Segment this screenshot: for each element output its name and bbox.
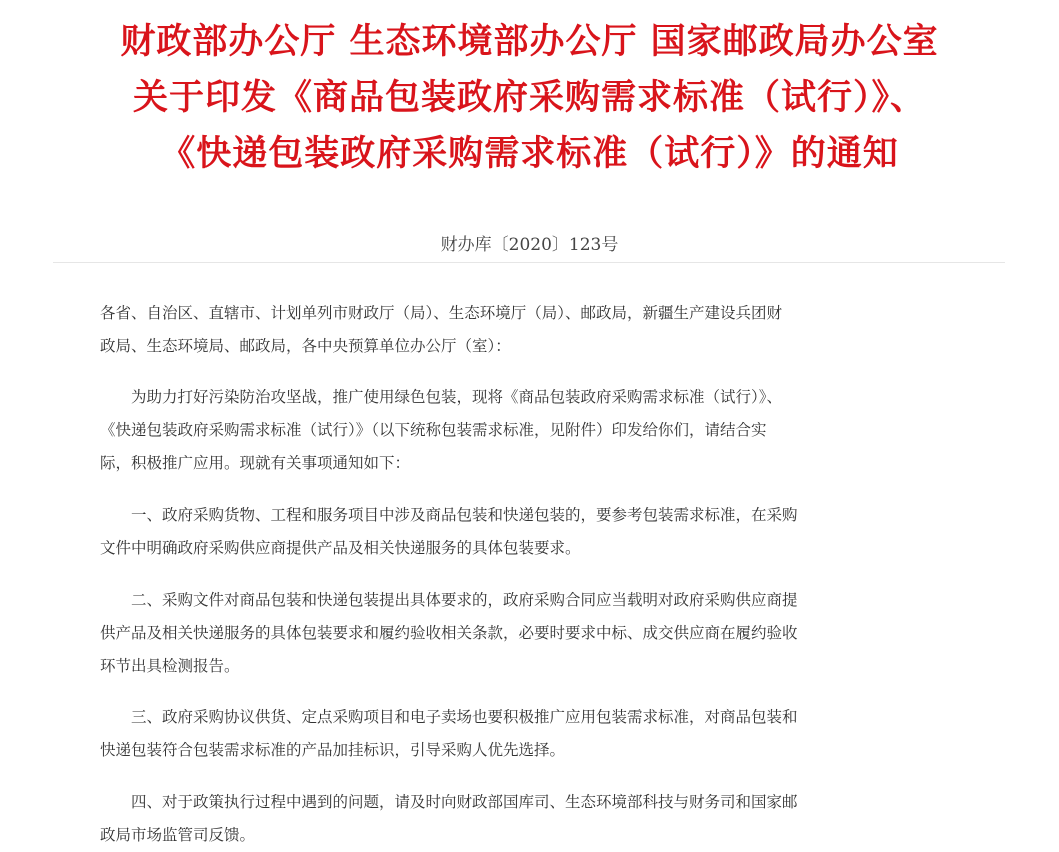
intro-line: 《快递包装政府采购需求标准（试行）》（以下统称包装需求标准，见附件）印发给你们，请结合实: [100, 421, 767, 439]
intro-paragraph: [100, 381, 960, 480]
header-divider: [53, 262, 1005, 263]
item-3-paragraph: [100, 701, 960, 767]
salutation-paragraph: [100, 297, 960, 363]
document-title: [0, 14, 1059, 182]
item-4-paragraph: [100, 786, 960, 852]
title-line-2: 关于印发《商品包装政府采购需求标准（试行）》、: [132, 77, 926, 118]
item-1-line: 一、政府采购货物、工程和服务项目中涉及商品包装和快递包装的，要参考包装需求标准，在采购: [100, 506, 798, 524]
document-number: 财办库〔2020〕123号: [440, 235, 619, 255]
title-line-1: 财政部办公厅 生态环境部办公厅 国家邮政局办公室: [120, 21, 939, 62]
item-3-line: 快递包装符合包装需求标准的产品加挂标识，引导采购人优先选择。: [100, 741, 566, 759]
item-4-line: 政局市场监管司反馈。: [100, 826, 256, 844]
intro-line: 为助力打好污染防治攻坚战，推广使用绿色包装，现将《商品包装政府采购需求标准（试行）》、: [100, 388, 783, 406]
item-2-paragraph: [100, 584, 960, 683]
item-4-line: 四、对于政策执行过程中遇到的问题，请及时向财政部国库司、生态环境部科技与财务司和国家邮: [100, 793, 798, 811]
item-2-line: 供产品及相关快递服务的具体包装要求和履约验收相关条款，必要时要求中标、成交供应商在履约验收: [100, 624, 798, 642]
item-1-paragraph: [100, 499, 960, 565]
item-1-line: 文件中明确政府采购供应商提供产品及相关快递服务的具体包装要求。: [100, 539, 581, 557]
intro-line: 际，积极推广应用。现就有关事项通知如下：: [100, 454, 411, 472]
salutation-line: 政局、生态环境局、邮政局，各中央预算单位办公厅（室）：: [100, 337, 511, 355]
item-3-line: 三、政府采购协议供货、定点采购项目和电子卖场也要积极推广应用包装需求标准，对商品包装和: [100, 708, 798, 726]
salutation-line: 各省、自治区、直辖市、计划单列市财政厅（局）、生态环境厅（局）、邮政局，新疆生产建设兵团财: [100, 304, 783, 322]
item-2-line: 二、采购文件对商品包装和快递包装提出具体要求的，政府采购合同应当载明对政府采购供应商提: [100, 591, 798, 609]
title-line-3: 《快递包装政府采购需求标准（试行）》的通知: [160, 133, 899, 174]
item-2-line: 环节出具检测报告。: [100, 657, 240, 675]
